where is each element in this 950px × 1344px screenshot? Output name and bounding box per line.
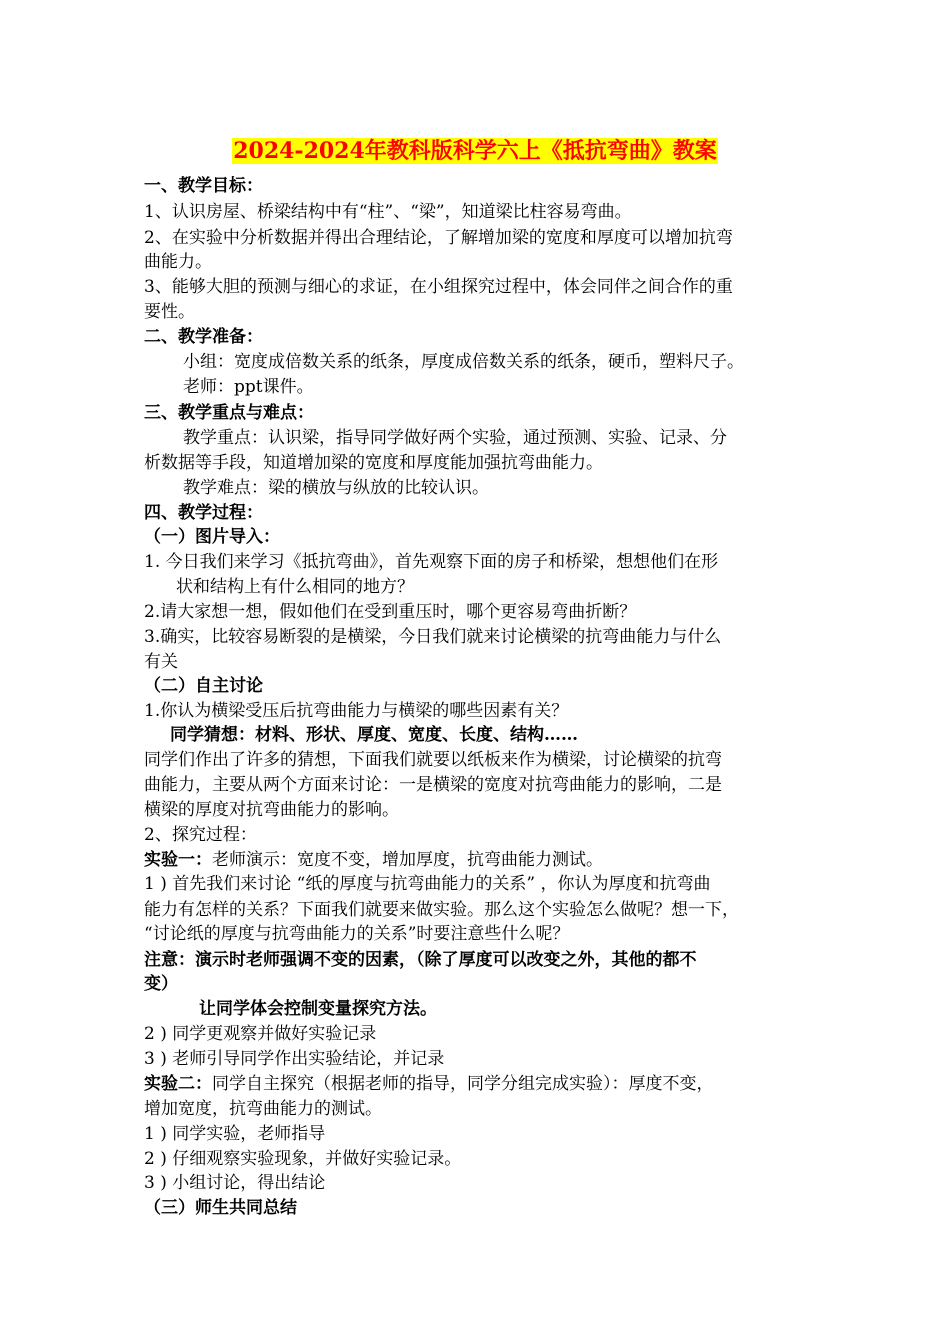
paragraph-line: 教学重点：认识梁，指导同学做好两个实验，通过预测、实验、记录、分 (183, 428, 727, 448)
title-text: 2024-2024年教科版科学六上《抵抗弯曲》教案 (233, 138, 717, 164)
paragraph-line: 状和结构上有什么相同的地方？ (176, 577, 414, 597)
subsection-heading: （二）自主讨论 (144, 676, 263, 696)
student-guess-line: 同学猜想：材料、形状、厚度、宽度、长度、结构…… (170, 725, 578, 745)
paragraph-line: 3 ) 老师引导同学作出实验结论，并记录 (144, 1049, 445, 1069)
paragraph-line: 2、探究过程： (144, 825, 257, 845)
section-heading-objectives: 一、教学目标： (144, 176, 263, 196)
experiment-one-line (144, 848, 814, 872)
paragraph-line: 3 ) 小组讨论，得出结论 (144, 1173, 326, 1193)
paragraph-line: 3、能够大胆的预测与细心的求证，在小组探究过程中，体会同伴之间合作的重 (144, 277, 733, 297)
paragraph-line: 有关 (144, 652, 178, 672)
section-heading-key-points: 三、教学重点与难点： (144, 403, 314, 423)
paragraph-line: 1. 今日我们来学习《抵抗弯曲》，首先观察下面的房子和桥梁，想想他们在形 (144, 552, 719, 572)
paragraph-line: 2 ) 仔细观察实验现象，并做好实验记录。 (144, 1149, 462, 1169)
paragraph-line: 2、在实验中分析数据并得出合理结论，了解增加梁的宽度和厚度可以增加抗弯 (144, 228, 733, 248)
paragraph-line: 曲能力，主要从两个方面来讨论：一是横梁的宽度对抗弯曲能力的影响，二是 (144, 775, 722, 795)
experiment-two-text: 同学自主探究（根据老师的指导，同学分组完成实验）：厚度不变， (212, 1074, 714, 1094)
paragraph-line: 教学难点：梁的横放与纵放的比较认识。 (183, 478, 489, 498)
experiment-two-line (144, 1072, 814, 1096)
paragraph-line: 1 ) 首先我们来讨论 “纸的厚度与抗弯曲能力的关系” ，你认为厚度和抗弯曲 (144, 874, 711, 894)
document-title (0, 136, 950, 166)
note-line: 变） (144, 974, 178, 994)
note-line: 注意：演示时老师强调不变的因素，（除了厚度可以改变之外，其他的都不 (144, 950, 697, 970)
paragraph-line: “讨论纸的厚度与抗弯曲能力的关系”时要注意些什么呢？ (144, 924, 570, 944)
paragraph-line: 3.确实，比较容易断裂的是横梁，今日我们就来讨论横梁的抗弯曲能力与什么 (144, 627, 722, 647)
paragraph-line: 1、认识房屋、桥梁结构中有“柱”、“梁”，知道梁比柱容易弯曲。 (144, 202, 632, 222)
paragraph-line: 曲能力。 (144, 252, 212, 272)
paragraph-line: 要性。 (144, 302, 195, 322)
paragraph-line: 同学们作出了许多的猜想，下面我们就要以纸板来作为横梁，讨论横梁的抗弯 (144, 750, 722, 770)
paragraph-line: 析数据等手段，知道增加梁的宽度和厚度能加强抗弯曲能力。 (144, 453, 603, 473)
paragraph-line: 1 ) 同学实验，老师指导 (144, 1124, 326, 1144)
experiment-two-label: 实验二： (144, 1074, 212, 1094)
paragraph-line: 小组：宽度成倍数关系的纸条，厚度成倍数关系的纸条，硬币，塑料尺子。 (183, 352, 744, 372)
paragraph-line: 1.你认为横梁受压后抗弯曲能力与横梁的哪些因素有关？ (144, 701, 569, 721)
section-heading-process: 四、教学过程： (144, 503, 263, 523)
paragraph-line: 增加宽度，抗弯曲能力的测试。 (144, 1099, 382, 1119)
subsection-heading: （三）师生共同总结 (144, 1198, 297, 1218)
section-heading-preparation: 二、教学准备： (144, 327, 263, 347)
paragraph-line: 2 ) 同学更观察并做好实验记录 (144, 1024, 377, 1044)
note-line: 让同学体会控制变量探究方法。 (199, 999, 437, 1019)
paragraph-line: 2.请大家想一想，假如他们在受到重压时，哪个更容易弯曲折断？ (144, 602, 637, 622)
subsection-heading: （一）图片导入： (144, 527, 280, 547)
experiment-one-label: 实验一： (144, 850, 212, 870)
paragraph-line: 老师：ppt课件。 (183, 377, 314, 397)
paragraph-line: 能力有怎样的关系？下面我们就要来做实验。那么这个实验怎么做呢？想一下， (144, 900, 739, 920)
experiment-one-text: 老师演示：宽度不变，增加厚度，抗弯曲能力测试。 (212, 850, 603, 870)
paragraph-line: 横梁的厚度对抗弯曲能力的影响。 (144, 800, 399, 820)
